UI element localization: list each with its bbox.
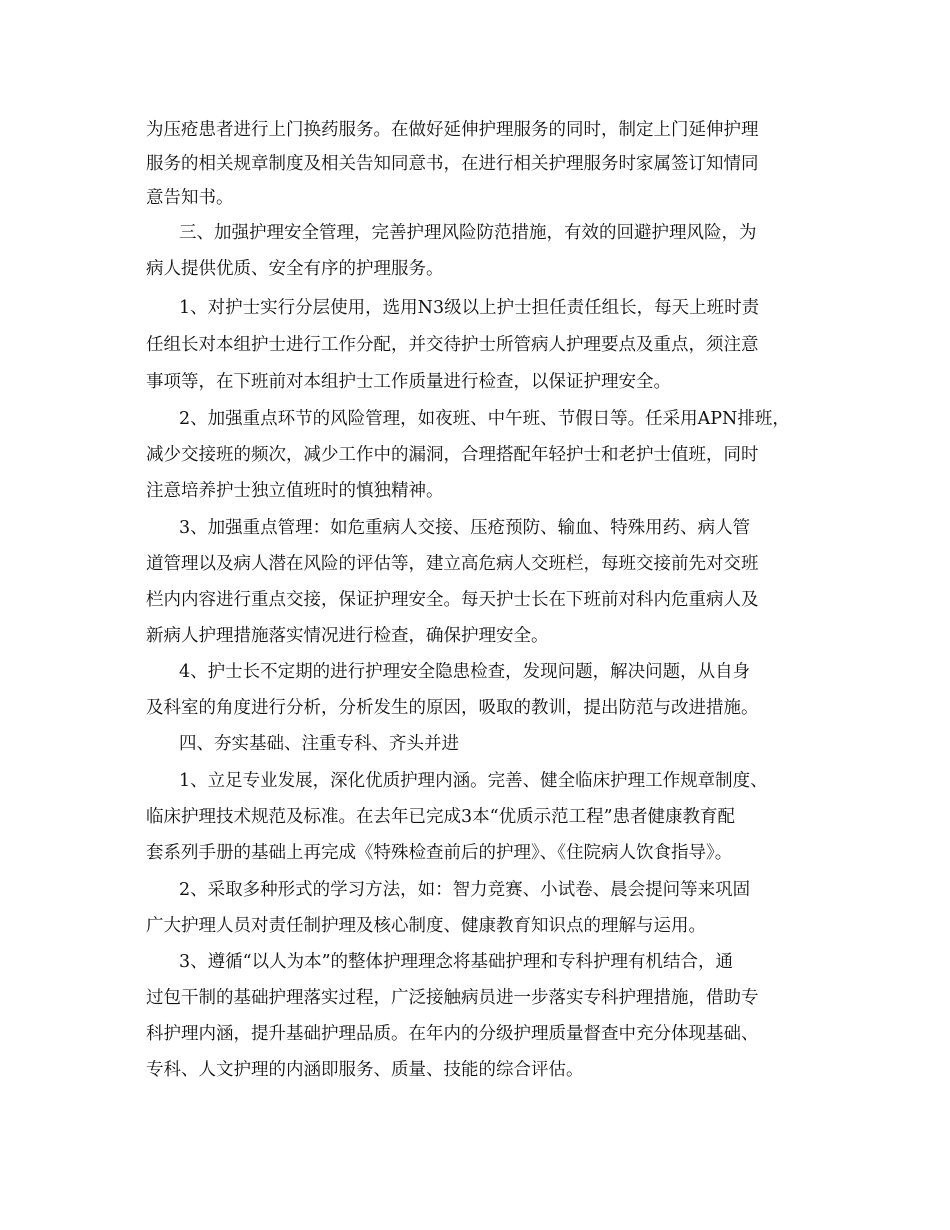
- text-line: 减少交接班的频次，减少工作中的漏洞，合理搭配年轻护士和老护士值班，同时: [146, 445, 759, 465]
- text-line: 栏内内容进行重点交接，保证护理安全。每天护士长在下班前对科内危重病人及: [146, 590, 759, 610]
- text-line: 新病人护理措施落实情况进行检查，确保护理安全。: [146, 626, 549, 646]
- text-line: 过包干制的基础护理落实过程，广泛接触病员进一步落实专科护理措施，借助专: [146, 988, 759, 1008]
- text-line: 病人提供优质、安全有序的护理服务。: [146, 259, 444, 279]
- text-line: 专科、人文护理的内涵即服务、质量、技能的综合评估。: [146, 1060, 584, 1080]
- text-line: 广大护理人员对责任制护理及核心制度、健康教育知识点的理解与运用。: [146, 916, 706, 936]
- text-line: 2、加强重点环节的风险管理，如夜班、中午班、节假日等。任采用APN排班，: [179, 409, 790, 429]
- text-line: 4、护士长不定期的进行护理安全隐患检查，发现问题，解决问题，从自身: [179, 662, 751, 682]
- text-line: 事项等，在下班前对本组护士工作质量进行检查，以保证护理安全。: [146, 372, 671, 392]
- text-line: 四、夯实基础、注重专科、齐头并进: [179, 734, 459, 754]
- text-line: 1、立足专业发展，深化优质护理内涵。完善、健全临床护理工作规章制度、: [179, 771, 768, 791]
- text-line: 注意培养护士独立值班时的慎独精神。: [146, 481, 444, 501]
- text-line: 3、遵循“以人为本”的整体护理理念将基础护理和专科护理有机结合，通: [179, 952, 734, 972]
- text-line: 意告知书。: [146, 188, 234, 208]
- text-line: 临床护理技术规范及标准。在去年已完成3本“优质示范工程”患者健康教育配: [146, 807, 736, 827]
- text-line: 3、加强重点管理：如危重病人交接、压疮预防、输血、特殊用药、病人管: [179, 518, 751, 538]
- text-line: 及科室的角度进行分析，分析发生的原因，吸取的教训，提出防范与改进措施。: [146, 698, 759, 718]
- text-line: 道管理以及病人潜在风险的评估等，建立高危病人交班栏，每班交接前先对交班: [146, 554, 759, 574]
- text-line: 1、对护士实行分层使用，选用N3级以上护士担任责任组长，每天上班时责: [179, 298, 760, 318]
- text-line: 科护理内涵，提升基础护理品质。在年内的分级护理质量督查中充分体现基础、: [146, 1024, 759, 1044]
- text-line: 任组长对本组护士进行工作分配，并交待护士所管病人护理要点及重点，须注意: [146, 335, 759, 355]
- text-line: 2、采取多种形式的学习方法，如：智力竞赛、小试卷、晨会提问等来巩固: [179, 880, 751, 900]
- text-line: 服务的相关规章制度及相关告知同意书，在进行相关护理服务时家属签订知情同: [146, 154, 759, 174]
- text-line: 套系列手册的基础上再完成《特殊检查前后的护理》、《住院病人饮食指导》。: [146, 843, 733, 863]
- text-line: 三、加强护理安全管理，完善护理风险防范措施，有效的回避护理风险，为: [179, 223, 757, 243]
- text-line: 为压疮患者进行上门换药服务。在做好延伸护理服务的同时，制定上门延伸护理: [146, 120, 759, 140]
